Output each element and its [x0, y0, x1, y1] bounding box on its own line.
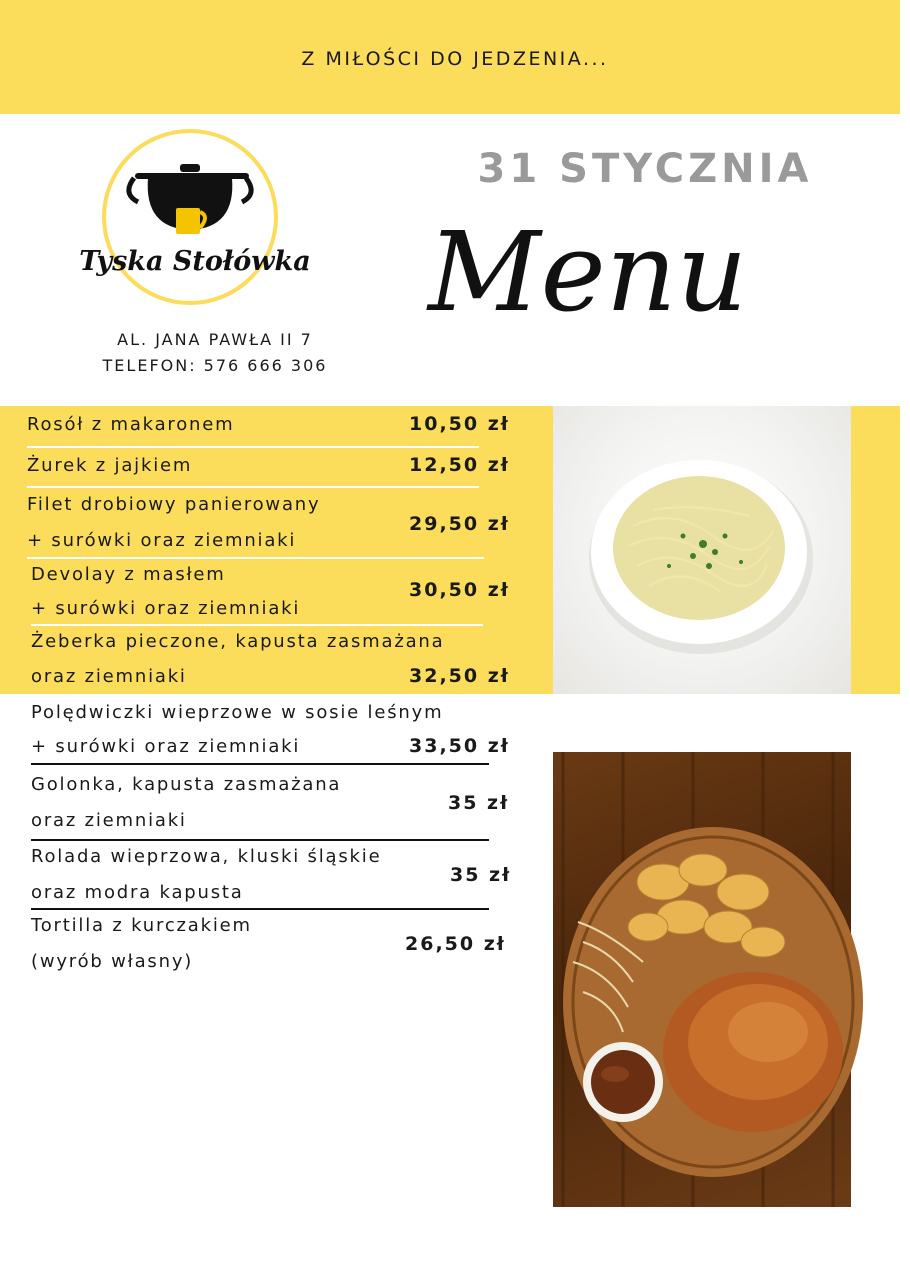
item-divider [31, 624, 483, 626]
dish-price: 35 zł [448, 792, 510, 814]
dish-price: 12,50 zł [409, 454, 510, 476]
tagline: Z MIŁOŚCI DO JEDZENIA... [301, 48, 609, 70]
item-divider [31, 908, 489, 910]
dish-name: Tortilla z kurczakiem [31, 915, 252, 936]
dish-name: Rosół z makaronem [27, 414, 235, 435]
dish-price: 29,50 zł [409, 513, 510, 535]
dish-price: 32,50 zł [409, 665, 510, 687]
pork-knuckle-illustration [553, 752, 851, 1207]
dish-description: + surówki oraz ziemniaki [31, 736, 301, 757]
dish-description: + surówki oraz ziemniaki [27, 530, 297, 551]
dish-price: 26,50 zł [405, 933, 506, 955]
dish-price: 35 zł [450, 864, 512, 886]
dish-description: oraz modra kapusta [31, 882, 244, 903]
menu-date: 31 STYCZNIA [477, 146, 813, 192]
dish-name: Żeberka pieczone, kapusta zasmażana [31, 631, 445, 652]
item-divider [31, 839, 489, 841]
menu-title [418, 200, 748, 380]
dish-name: Golonka, kapusta zasmażana [31, 774, 342, 795]
logo-wordmark: Tyska Stołówka [79, 246, 311, 277]
dish-price: 10,50 zł [409, 413, 510, 435]
dish-description: oraz ziemniaki [31, 810, 187, 831]
dish-price: 30,50 zł [409, 579, 510, 601]
pork-knuckle-photo [553, 752, 851, 1207]
soup-illustration [553, 406, 851, 694]
dish-name: Żurek z jajkiem [27, 455, 193, 476]
dish-description: + surówki oraz ziemniaki [31, 598, 301, 619]
restaurant-logo [78, 124, 318, 314]
yellow-strip [851, 406, 900, 694]
item-divider [31, 763, 489, 765]
dish-name: Rolada wieprzowa, kluski śląskie [31, 846, 382, 867]
dish-name: Devolay z masłem [31, 564, 226, 585]
dish-name: Polędwiczki wieprzowe w sosie leśnym [31, 702, 444, 723]
dish-description: oraz ziemniaki [31, 666, 187, 687]
soup-photo [553, 406, 851, 694]
phone: TELEFON: 576 666 306 [102, 356, 328, 375]
item-divider [27, 486, 479, 488]
dish-name: Filet drobiowy panierowany [27, 494, 321, 515]
pot-icon [129, 164, 251, 234]
item-divider [27, 446, 479, 448]
address: AL. JANA PAWŁA II 7 [117, 330, 313, 349]
svg-text:Menu: Menu [428, 208, 748, 336]
dish-description: (wyrób własny) [31, 951, 194, 972]
item-divider [27, 557, 484, 559]
dish-price: 33,50 zł [409, 735, 510, 757]
